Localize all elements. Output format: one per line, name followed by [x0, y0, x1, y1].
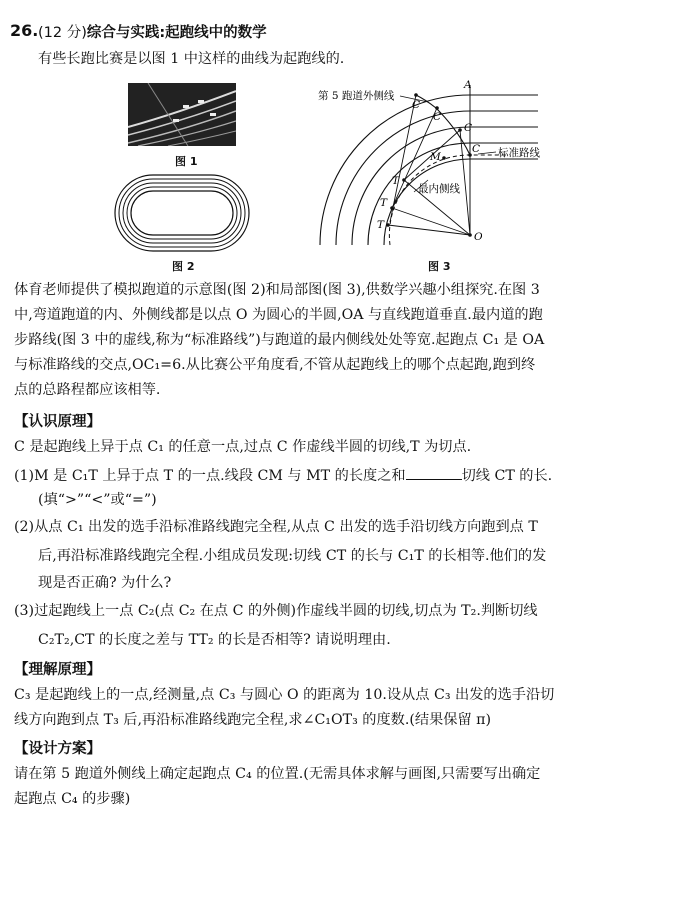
question-1-part-a: (1)M 是 C₁T 上异于点 T 的一点.线段 CM 与 MT 的长度之和 — [14, 468, 406, 484]
question-1 — [14, 465, 663, 486]
label-T2: T — [380, 197, 388, 209]
answer-blank[interactable] — [406, 465, 462, 480]
question-3-line-2: C₂T₂,CT 的长度之差与 TT₂ 的长是否相等? 请说明理由. — [38, 632, 391, 648]
label-C2: C — [433, 111, 442, 123]
label-A: A — [464, 80, 472, 91]
question-3-line-1: (3)过起跑线上一点 C₂(点 C₂ 在点 C 的外侧)作虚线半圆的切线,切点为 T₂.判断切线 — [14, 603, 538, 619]
figure-3-diagram — [318, 80, 568, 250]
section-2-line-2: 线方向跑到点 T₃ 后,再沿标准路线跑完全程,求∠C₁OT₃ 的度数.(结果保留 π) — [14, 712, 492, 728]
intro-text: 有些长跑比赛是以图 1 中这样的曲线为起跑线的. — [38, 51, 345, 67]
question-2-line-2: 后,再沿标准路线跑完全程.小组成员发现:切线 CT 的长与 C₁T 的长相等.他们的发 — [38, 548, 547, 564]
label-O: O — [474, 231, 483, 243]
question-number: 26. — [10, 21, 39, 40]
label-standard-route: 标准路线 — [498, 147, 540, 159]
figure-3-caption: 图 3 — [428, 260, 451, 273]
section-heading-understand: 【理解原理】 — [14, 662, 101, 678]
figure-1-caption: 图 1 — [175, 155, 198, 168]
question-2-line-1: (2)从点 C₁ 出发的选手沿标准路线跑完全程,从点 C 出发的选手沿切线方向跑到点 T — [14, 519, 538, 535]
question-title-line — [38, 21, 267, 42]
label-T3: T — [377, 219, 385, 231]
paragraph-line-2: 中,弯道跑道的内、外侧线都是以点 O 为圆心的半圆,OA 与直线跑道垂直.最内道的跑 — [14, 307, 543, 323]
label-M: M — [430, 151, 441, 163]
section-3-line-2: 起跑点 C₄ 的步骤) — [14, 791, 131, 807]
section-3-line-1: 请在第 5 跑道外侧线上确定起跑点 C₄ 的位置.(无需具体求解与画图,只需要写出确定 — [14, 766, 541, 782]
section-heading-recognize: 【认识原理】 — [14, 414, 101, 430]
section-2-line-1: C₃ 是起跑线上的一点,经测量,点 C₃ 与圆心 O 的距离为 10.设从点 C₃ 出发的选手沿切 — [14, 687, 555, 703]
label-C3: C — [412, 99, 421, 111]
question-title: 综合与实践:起跑线中的数学 — [86, 25, 267, 41]
paragraph-line-5: 点的总路程都应该相等. — [14, 382, 161, 398]
figure-2-caption: 图 2 — [172, 260, 195, 273]
label-T: T — [392, 175, 400, 187]
label-C: C — [464, 122, 473, 134]
question-points: (12 分) — [38, 25, 87, 41]
question-2-line-3: 现是否正确? 为什么? — [38, 575, 172, 591]
paragraph-line-4: 与标准路线的交点,OC₁=6.从比赛公平角度看,不管从起跑线上的哪个点起跑,跑到终 — [14, 357, 536, 373]
figure-1-photo — [128, 83, 236, 146]
paragraph-line-3: 步路线(图 3 中的虚线,称为“标准路线”)与跑道的最内侧线处处等宽.起跑点 C₁ 是 OA — [14, 332, 545, 348]
figure-1-drawing — [128, 83, 236, 146]
label-outer-lane: 第 5 跑道外侧线 — [318, 90, 395, 102]
figure-2-track — [112, 172, 252, 254]
question-1-part-b: 切线 CT 的长. — [461, 468, 553, 484]
label-C1: C — [472, 143, 481, 155]
section-heading-design: 【设计方案】 — [14, 741, 101, 757]
question-1-hint: (填“>”“<”或“=”) — [38, 492, 157, 508]
label-inner-line: 最内侧线 — [418, 183, 460, 195]
section-1-intro: C 是起跑线上异于点 C₁ 的任意一点,过点 C 作虚线半圆的切线,T 为切点. — [14, 439, 472, 455]
paragraph-line-1: 体育老师提供了模拟跑道的示意图(图 2)和局部图(图 3),供数学兴趣小组探究.在图 3 — [14, 282, 540, 298]
